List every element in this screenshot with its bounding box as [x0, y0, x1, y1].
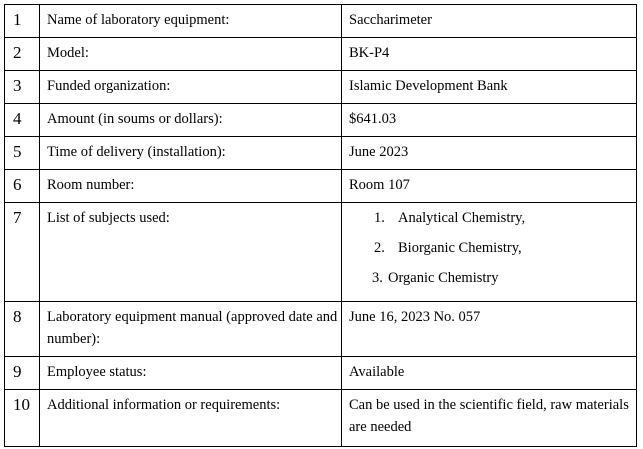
row-label: Funded organization: — [40, 71, 342, 104]
table-row — [5, 390, 637, 447]
row-number: 6 — [5, 170, 40, 203]
row-number: 8 — [5, 302, 40, 357]
row-number: 3 — [5, 71, 40, 104]
row-label: Room number: — [40, 170, 342, 203]
list-item-text: Analytical Chemistry, — [398, 210, 526, 226]
row-label: List of subjects used: — [40, 203, 342, 302]
list-item-number: 3. — [372, 270, 383, 286]
row-value: BK-P4 — [342, 38, 637, 71]
table-row — [5, 137, 637, 170]
subjects-cell — [342, 203, 637, 302]
list-item-text: Biorganic Chemistry, — [398, 240, 522, 256]
row-value: $641.03 — [342, 104, 637, 137]
list-item — [349, 207, 636, 237]
row-value: Saccharimeter — [342, 5, 637, 38]
row-label: Laboratory equipment manual (approved date and number): — [40, 302, 342, 357]
row-value: Available — [342, 357, 637, 390]
row-value: Can be used in the scientific field, raw materials are needed — [342, 390, 637, 447]
equipment-info-table — [4, 4, 637, 447]
list-item — [349, 267, 636, 297]
row-value: Islamic Development Bank — [342, 71, 637, 104]
row-value: June 16, 2023 No. 057 — [342, 302, 637, 357]
row-value: Room 107 — [342, 170, 637, 203]
table-row — [5, 5, 637, 38]
table-row — [5, 38, 637, 71]
table-row — [5, 104, 637, 137]
row-label: Additional information or requirements: — [40, 390, 342, 447]
table-row — [5, 71, 637, 104]
table-row — [5, 357, 637, 390]
list-item-text: Organic Chemistry — [388, 270, 499, 286]
row-number: 5 — [5, 137, 40, 170]
list-item-number: 2. — [374, 240, 385, 256]
table-row — [5, 170, 637, 203]
row-number: 7 — [5, 203, 40, 302]
row-number: 2 — [5, 38, 40, 71]
row-label: Name of laboratory equipment: — [40, 5, 342, 38]
list-item — [349, 237, 636, 267]
row-label: Employee status: — [40, 357, 342, 390]
table-row — [5, 302, 637, 357]
row-number: 9 — [5, 357, 40, 390]
row-number: 10 — [5, 390, 40, 447]
subjects-list — [349, 207, 636, 297]
row-label: Amount (in soums or dollars): — [40, 104, 342, 137]
row-number: 1 — [5, 5, 40, 38]
list-item-number: 1. — [374, 210, 385, 226]
row-label: Model: — [40, 38, 342, 71]
row-value: June 2023 — [342, 137, 637, 170]
table-row — [5, 203, 637, 302]
row-number: 4 — [5, 104, 40, 137]
row-label: Time of delivery (installation): — [40, 137, 342, 170]
